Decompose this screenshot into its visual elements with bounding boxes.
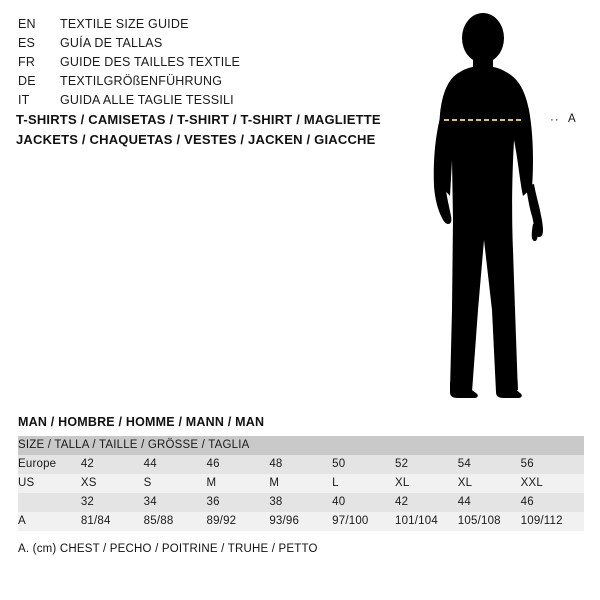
table-cell: M (206, 474, 269, 493)
table-row (18, 474, 584, 493)
table-row (18, 455, 584, 474)
legend-row (18, 72, 378, 91)
table-cell: 54 (458, 455, 521, 474)
table-cell: 89/92 (206, 512, 269, 531)
row-label: Europe (18, 455, 81, 474)
table-cell: 56 (521, 455, 584, 474)
table-cell: 32 (81, 493, 144, 512)
table-cell: 52 (395, 455, 458, 474)
table-cell: XL (458, 474, 521, 493)
row-label: US (18, 474, 81, 493)
table-cell: 85/88 (144, 512, 207, 531)
table-cell: 42 (81, 455, 144, 474)
table-cell: 105/108 (458, 512, 521, 531)
table-cell: 44 (458, 493, 521, 512)
table-cell: M (269, 474, 332, 493)
legend-language-text: GUIDE DES TAILLES TEXTILE (60, 55, 241, 69)
table-footnote: A. (cm) CHEST / PECHO / POITRINE / TRUHE / PETTO (18, 543, 318, 555)
table-cell: L (332, 474, 395, 493)
table-cell: XL (395, 474, 458, 493)
language-legend (18, 15, 378, 110)
legend-language-code: DE (18, 74, 36, 88)
row-label: A (18, 512, 81, 531)
table-cell: S (144, 474, 207, 493)
legend-language-code: FR (18, 55, 36, 69)
table-cell: 42 (395, 493, 458, 512)
table-cell: 34 (144, 493, 207, 512)
legend-language-text: TEXTILE SIZE GUIDE (60, 17, 189, 31)
legend-language-text: GUIDA ALLE TAGLIE TESSILI (60, 93, 234, 107)
table-cell: 46 (521, 493, 584, 512)
table-cell: 36 (206, 493, 269, 512)
legend-row (18, 91, 378, 110)
size-table-title: MAN / HOMBRE / HOMME / MANN / MAN (18, 415, 265, 429)
legend-row (18, 34, 378, 53)
chest-measure-label: A (568, 113, 577, 125)
table-cell: 40 (332, 493, 395, 512)
table-cell: XS (81, 474, 144, 493)
table-cell: 97/100 (332, 512, 395, 531)
table-cell: 93/96 (269, 512, 332, 531)
legend-language-text: TEXTILGRÖßENFÜHRUNG (60, 74, 223, 88)
legend-row (18, 15, 378, 34)
table-row-header (18, 436, 584, 455)
legend-language-code: ES (18, 36, 36, 50)
table-cell: XXL (521, 474, 584, 493)
table-cell: 46 (206, 455, 269, 474)
table-cell: 81/84 (81, 512, 144, 531)
table-row (18, 512, 584, 531)
legend-language-code: EN (18, 17, 36, 31)
legend-row (18, 53, 378, 72)
garment-category-tshirts: T-SHIRTS / CAMISETAS / T-SHIRT / T-SHIRT / MAGLIETTE (16, 112, 381, 127)
legend-language-text: GUÍA DE TALLAS (60, 36, 163, 50)
table-cell: 101/104 (395, 512, 458, 531)
table-cell: 50 (332, 455, 395, 474)
garment-categories (16, 110, 396, 150)
table-cell: 48 (269, 455, 332, 474)
table-cell: 44 (144, 455, 207, 474)
garment-category-jackets: JACKETS / CHAQUETAS / VESTES / JACKEN / GIACCHE (16, 132, 376, 147)
silhouette-icon (400, 10, 600, 410)
size-table-area (18, 415, 584, 555)
size-header-label: SIZE / TALLA / TAILLE / GRÖSSE / TAGLIA (18, 436, 584, 455)
table-row (18, 493, 584, 512)
male-silhouette-figure (400, 10, 600, 410)
measure-leader-dots: ·· (550, 114, 560, 126)
table-cell: 109/112 (521, 512, 584, 531)
table-cell: 38 (269, 493, 332, 512)
size-table (18, 436, 584, 531)
row-label (18, 493, 81, 512)
legend-language-code: IT (18, 93, 30, 107)
